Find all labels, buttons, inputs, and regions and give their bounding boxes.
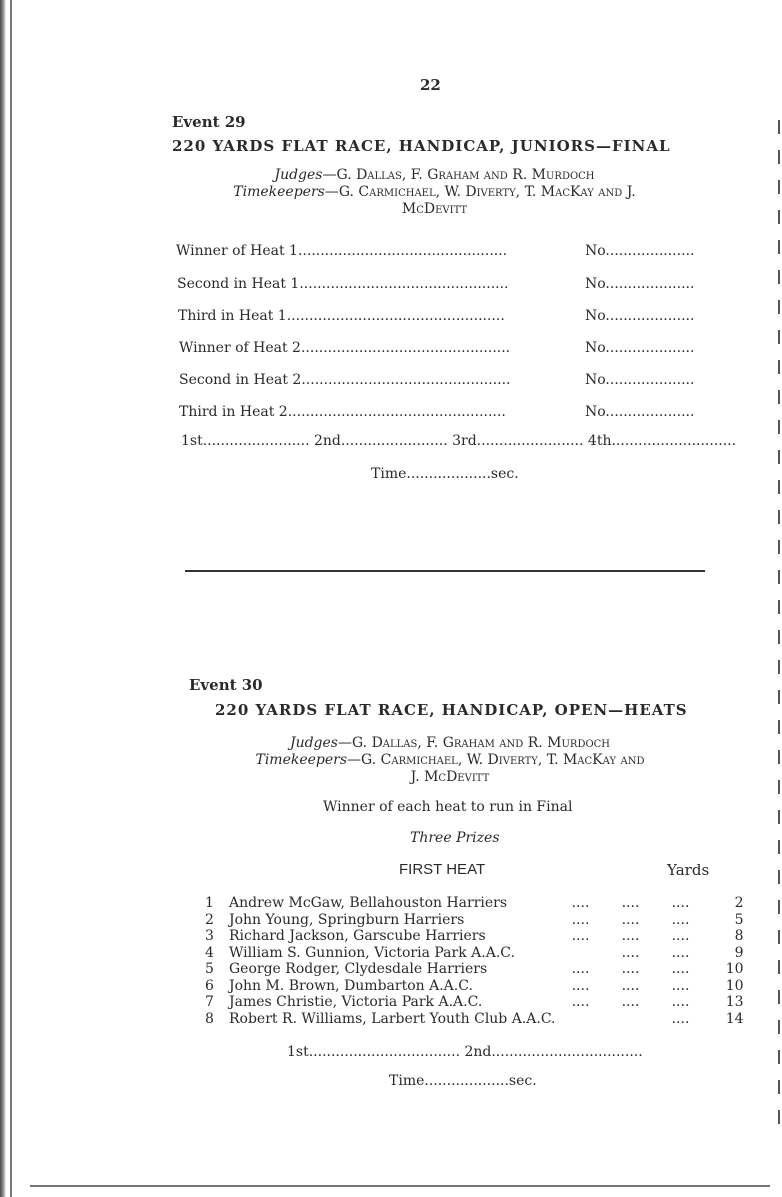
- runner-dots: ....: [671, 895, 690, 911]
- event-30-label: Event 30: [189, 676, 263, 694]
- runner-dots: ....: [671, 994, 690, 1010]
- result-label: Second in Heat 1: [177, 276, 300, 292]
- page-number: 22: [420, 76, 441, 94]
- result-dots: .................................................: [287, 404, 506, 420]
- scan-edge-line: [10, 0, 12, 1197]
- event-30-judges: Judges—G. Dallas, F. Graham and R. Murdoch: [289, 735, 611, 751]
- result-line: [179, 372, 511, 388]
- event-29-label: Event 29: [172, 113, 246, 131]
- runner-yards: 5: [734, 911, 744, 928]
- event-29-timekeepers: Timekeepers—G. Carmichael, W. Diverty, T. MacKay and J.: [233, 184, 636, 200]
- runners-table: [205, 895, 744, 1027]
- result-label: Second in Heat 2: [179, 372, 302, 388]
- runner-dots: ....: [671, 944, 690, 961]
- runner-name: James Christie, Victoria Park A.A.C.: [229, 994, 483, 1010]
- runner-dots: ....: [671, 911, 690, 928]
- event-30-prizes: Three Prizes: [410, 830, 500, 846]
- result-line: [177, 276, 509, 292]
- event-29-time: Time...................sec.: [371, 466, 519, 482]
- runner-dots: ....: [621, 994, 640, 1010]
- runner-number: 2: [205, 911, 214, 928]
- event-30-officials: [190, 735, 710, 786]
- runners-table-wrap: [205, 895, 744, 1027]
- runner-number: 3: [205, 928, 214, 944]
- table-row: [205, 994, 744, 1011]
- result-number-field: No....................: [585, 404, 695, 420]
- table-row: [205, 912, 744, 929]
- runner-dots: ....: [621, 895, 640, 911]
- result-label: Winner of Heat 2: [179, 340, 301, 356]
- table-row: [205, 928, 744, 945]
- table-row: [205, 978, 744, 995]
- runner-dots: ....: [621, 961, 640, 977]
- event-29-judges: Judges—G. Dallas, F. Graham and R. Murdoch: [274, 167, 595, 183]
- result-number-field: No....................: [585, 340, 695, 356]
- runner-name: Andrew McGaw, Bellahouston Harriers: [229, 895, 508, 911]
- result-number-field: No....................: [585, 372, 695, 388]
- runner-name: George Rodger, Clydesdale Harriers: [229, 961, 488, 977]
- event-29-officials: [172, 167, 697, 218]
- runner-dots: ....: [571, 977, 590, 994]
- event-29-timekeepers-cont: McDevitt: [401, 201, 468, 217]
- result-label: Third in Heat 2: [179, 404, 288, 420]
- event-29-title: 220 YARDS FLAT RACE, HANDICAP, JUNIORS—FINAL: [172, 137, 671, 155]
- result-line: [179, 404, 506, 420]
- event-30-title: 220 YARDS FLAT RACE, HANDICAP, OPEN—HEATS: [215, 701, 688, 719]
- event-30-placings: 1st.................................. 2nd..................................: [287, 1044, 643, 1060]
- table-row: [205, 1011, 744, 1028]
- runner-yards: 8: [734, 928, 744, 944]
- runner-yards: 10: [725, 977, 744, 994]
- runner-dots: ....: [671, 928, 690, 944]
- result-dots: ...............................................: [299, 276, 509, 292]
- result-number-field: No....................: [585, 308, 695, 324]
- runner-dots: ....: [671, 961, 690, 977]
- runner-dots: ....: [571, 895, 590, 911]
- event-30-timekeepers-cont: J. McDevitt: [410, 769, 490, 785]
- event-30-timekeepers: Timekeepers—G. Carmichael, W. Diverty, T. MacKay and: [255, 752, 645, 768]
- result-label: Third in Heat 1: [178, 308, 287, 324]
- runner-yards: 14: [725, 1010, 744, 1027]
- table-row: [205, 961, 744, 978]
- yards-header: Yards: [667, 861, 710, 879]
- scan-edge-left: [0, 0, 6, 1197]
- section-divider: [185, 570, 705, 572]
- runner-yards: 9: [734, 944, 744, 961]
- runner-number: 7: [205, 994, 214, 1010]
- result-dots: ...............................................: [297, 243, 508, 259]
- runner-dots: ....: [621, 944, 640, 961]
- heat-title: FIRST HEAT: [399, 861, 486, 878]
- result-dots: .................................................: [286, 308, 505, 324]
- result-dots: ...............................................: [301, 372, 511, 388]
- result-line: [179, 340, 510, 356]
- runner-dots: ....: [621, 977, 640, 994]
- runner-dots: ....: [571, 994, 590, 1010]
- runner-yards: 10: [725, 961, 744, 977]
- event-30-time: Time...................sec.: [389, 1073, 537, 1089]
- runner-number: 6: [205, 977, 214, 994]
- runner-dots: ....: [671, 1010, 690, 1027]
- runner-name: Robert R. Williams, Larbert Youth Club A.A.C.: [229, 1010, 556, 1027]
- result-dots: ...............................................: [300, 340, 511, 356]
- table-row: [205, 895, 744, 912]
- result-number-field: No....................: [585, 243, 695, 259]
- runner-number: 1: [205, 895, 214, 911]
- runner-dots: ....: [621, 911, 640, 928]
- runner-dots: [556, 1011, 606, 1028]
- result-line: [176, 243, 507, 259]
- scan-edge-bottom: [30, 1185, 770, 1187]
- runner-number: 8: [205, 1010, 214, 1027]
- table-row: [205, 945, 744, 962]
- runner-dots: ....: [571, 961, 590, 977]
- scan-edge-right: [778, 120, 780, 1140]
- runner-name: John M. Brown, Dumbarton A.A.C.: [229, 977, 473, 994]
- runner-yards: 2: [734, 895, 744, 911]
- runner-dots: [606, 1011, 656, 1028]
- runner-name: William S. Gunnion, Victoria Park A.A.C.: [229, 944, 515, 961]
- result-line: [178, 308, 505, 324]
- runner-number: 5: [205, 961, 214, 977]
- runner-dots: ....: [571, 928, 590, 944]
- runner-yards: 13: [725, 994, 744, 1010]
- result-number-field: No....................: [585, 276, 695, 292]
- event-30-note: Winner of each heat to run in Final: [323, 799, 573, 815]
- runner-dots: ....: [671, 977, 690, 994]
- runner-name: Richard Jackson, Garscube Harriers: [229, 928, 486, 944]
- runner-dots: [556, 945, 606, 962]
- result-label: Winner of Heat 1: [176, 243, 298, 259]
- runner-name: John Young, Springburn Harriers: [229, 911, 465, 928]
- event-29-placings: 1st........................ 2nd........................ 3rd........................ 4th............................: [181, 433, 737, 449]
- runner-dots: ....: [571, 911, 590, 928]
- runner-dots: ....: [621, 928, 640, 944]
- runner-number: 4: [205, 944, 214, 961]
